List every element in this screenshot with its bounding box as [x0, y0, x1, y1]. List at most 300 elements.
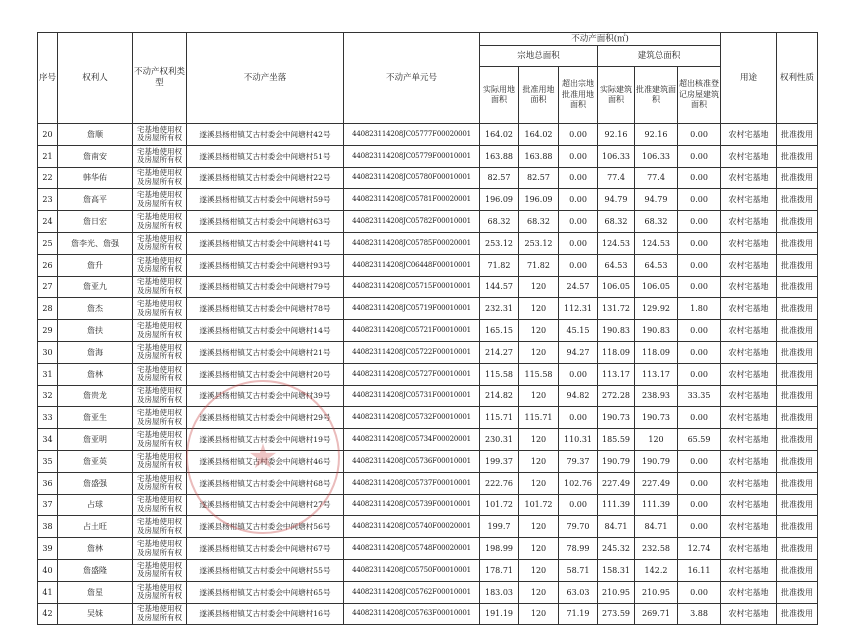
cell-right-type: 宅基地使用权及房屋所有权 — [133, 145, 187, 167]
cell-unit-no: 440823114208JC05722F00010001 — [344, 341, 480, 363]
cell-land-actual: 199.7 — [480, 516, 519, 538]
cell-building-actual: 190.79 — [598, 450, 635, 472]
table-row — [38, 298, 818, 320]
cell-building-approved: 190.73 — [635, 407, 678, 429]
cell-seq: 32 — [38, 385, 58, 407]
cell-land-actual: 165.15 — [480, 320, 519, 342]
cell-land-actual: 222.76 — [480, 472, 519, 494]
header-land-approved: 批准用地面积 — [519, 67, 559, 124]
table-row — [38, 320, 818, 342]
cell-seq: 35 — [38, 450, 58, 472]
cell-location: 遂溪县杨柑镇艾古村委会中间塘村67号 — [187, 538, 344, 560]
cell-location: 遂溪县杨柑镇艾古村委会中间塘村22号 — [187, 167, 344, 189]
cell-building-approved: 227.49 — [635, 472, 678, 494]
table-header — [38, 33, 818, 124]
cell-building-actual: 77.4 — [598, 167, 635, 189]
cell-building-approved: 84.71 — [635, 516, 678, 538]
cell-building-excess: 0.00 — [678, 124, 721, 146]
cell-building-actual: 106.05 — [598, 276, 635, 298]
cell-location: 遂溪县杨柑镇艾古村委会中间塘村39号 — [187, 385, 344, 407]
cell-building-approved: 124.53 — [635, 232, 678, 254]
cell-building-excess: 0.00 — [678, 450, 721, 472]
cell-right-type: 宅基地使用权及房屋所有权 — [133, 516, 187, 538]
cell-nature: 批准拨用 — [777, 516, 818, 538]
cell-location: 遂溪县杨柑镇艾古村委会中间塘村93号 — [187, 254, 344, 276]
cell-nature: 批准拨用 — [777, 494, 818, 516]
cell-land-actual: 196.09 — [480, 189, 519, 211]
cell-seq: 20 — [38, 124, 58, 146]
cell-location: 遂溪县杨柑镇艾古村委会中间塘村55号 — [187, 559, 344, 581]
cell-location: 遂溪县杨柑镇艾古村委会中间塘村65号 — [187, 581, 344, 603]
cell-location: 遂溪县杨柑镇艾古村委会中间塘村42号 — [187, 124, 344, 146]
cell-owner: 詹扶 — [58, 320, 133, 342]
cell-right-type: 宅基地使用权及房屋所有权 — [133, 363, 187, 385]
cell-seq: 33 — [38, 407, 58, 429]
cell-unit-no: 440823114208JC05750F00010001 — [344, 559, 480, 581]
cell-building-actual: 190.73 — [598, 407, 635, 429]
cell-nature: 批准拨用 — [777, 341, 818, 363]
cell-land-excess: 24.57 — [559, 276, 598, 298]
cell-building-excess: 3.88 — [678, 603, 721, 625]
cell-land-approved: 82.57 — [519, 167, 559, 189]
cell-land-actual: 82.57 — [480, 167, 519, 189]
cell-usage: 农村宅基地 — [721, 363, 777, 385]
cell-location: 遂溪县杨柑镇艾古村委会中间塘村14号 — [187, 320, 344, 342]
header-land-excess: 超出宗地批准用地面积 — [559, 67, 598, 124]
cell-land-actual: 115.71 — [480, 407, 519, 429]
cell-location: 遂溪县杨柑镇艾古村委会中间塘村59号 — [187, 189, 344, 211]
header-area-group: 不动产面积(㎡) — [480, 33, 721, 46]
cell-building-actual: 124.53 — [598, 232, 635, 254]
cell-land-approved: 115.58 — [519, 363, 559, 385]
cell-building-approved: 190.79 — [635, 450, 678, 472]
cell-building-approved: 106.05 — [635, 276, 678, 298]
table-row — [38, 254, 818, 276]
table-row — [38, 407, 818, 429]
table-row — [38, 538, 818, 560]
header-nature: 权利性质 — [777, 33, 818, 124]
table-row — [38, 124, 818, 146]
cell-unit-no: 440823114208JC05736F00010001 — [344, 450, 480, 472]
cell-owner: 詹顺 — [58, 124, 133, 146]
cell-owner: 吴妹 — [58, 603, 133, 625]
cell-building-actual: 84.71 — [598, 516, 635, 538]
cell-building-actual: 185.59 — [598, 429, 635, 451]
cell-land-actual: 253.12 — [480, 232, 519, 254]
cell-location: 遂溪县杨柑镇艾古村委会中间塘村51号 — [187, 145, 344, 167]
cell-building-excess: 65.59 — [678, 429, 721, 451]
cell-right-type: 宅基地使用权及房屋所有权 — [133, 320, 187, 342]
cell-building-approved: 64.53 — [635, 254, 678, 276]
cell-nature: 批准拨用 — [777, 189, 818, 211]
cell-right-type: 宅基地使用权及房屋所有权 — [133, 189, 187, 211]
cell-usage: 农村宅基地 — [721, 472, 777, 494]
cell-building-excess: 33.35 — [678, 385, 721, 407]
cell-building-excess: 1.80 — [678, 298, 721, 320]
cell-usage: 农村宅基地 — [721, 603, 777, 625]
cell-owner: 詹林 — [58, 538, 133, 560]
cell-land-approved: 120 — [519, 581, 559, 603]
cell-building-approved: 94.79 — [635, 189, 678, 211]
cell-usage: 农村宅基地 — [721, 559, 777, 581]
cell-building-actual: 210.95 — [598, 581, 635, 603]
cell-usage: 农村宅基地 — [721, 341, 777, 363]
register-sheet — [37, 32, 817, 625]
cell-land-actual: 198.99 — [480, 538, 519, 560]
table-row — [38, 429, 818, 451]
cell-land-excess: 58.71 — [559, 559, 598, 581]
cell-location: 遂溪县杨柑镇艾古村委会中间塘村68号 — [187, 472, 344, 494]
cell-land-approved: 253.12 — [519, 232, 559, 254]
cell-unit-no: 440823114208JC05763F00010001 — [344, 603, 480, 625]
table-row — [38, 211, 818, 233]
cell-unit-no: 440823114208JC05727F00010001 — [344, 363, 480, 385]
cell-building-actual: 94.79 — [598, 189, 635, 211]
cell-land-actual: 232.31 — [480, 298, 519, 320]
cell-land-excess: 78.99 — [559, 538, 598, 560]
cell-right-type: 宅基地使用权及房屋所有权 — [133, 211, 187, 233]
cell-land-excess: 0.00 — [559, 254, 598, 276]
cell-land-approved: 120 — [519, 276, 559, 298]
table-row — [38, 559, 818, 581]
cell-unit-no: 440823114208JC05748F00020001 — [344, 538, 480, 560]
cell-owner: 詹亚九 — [58, 276, 133, 298]
cell-location: 遂溪县杨柑镇艾古村委会中间塘村79号 — [187, 276, 344, 298]
cell-building-actual: 131.72 — [598, 298, 635, 320]
cell-owner: 詹亚明 — [58, 429, 133, 451]
cell-nature: 批准拨用 — [777, 254, 818, 276]
cell-unit-no: 440823114208JC05737F00010001 — [344, 472, 480, 494]
cell-usage: 农村宅基地 — [721, 450, 777, 472]
cell-seq: 40 — [38, 559, 58, 581]
cell-usage: 农村宅基地 — [721, 276, 777, 298]
cell-building-approved: 142.2 — [635, 559, 678, 581]
header-building-excess: 超出核准登记房屋建筑面积 — [678, 67, 721, 124]
cell-building-excess: 0.00 — [678, 145, 721, 167]
cell-unit-no: 440823114208JC05731F00010001 — [344, 385, 480, 407]
cell-land-approved: 120 — [519, 320, 559, 342]
cell-land-approved: 115.71 — [519, 407, 559, 429]
cell-land-approved: 163.88 — [519, 145, 559, 167]
table-row — [38, 516, 818, 538]
cell-building-approved: 111.39 — [635, 494, 678, 516]
cell-land-excess: 0.00 — [559, 494, 598, 516]
cell-right-type: 宅基地使用权及房屋所有权 — [133, 559, 187, 581]
cell-nature: 批准拨用 — [777, 124, 818, 146]
cell-building-actual: 118.09 — [598, 341, 635, 363]
cell-seq: 41 — [38, 581, 58, 603]
cell-building-actual: 245.32 — [598, 538, 635, 560]
table-row — [38, 276, 818, 298]
table-row — [38, 472, 818, 494]
cell-building-excess: 0.00 — [678, 516, 721, 538]
cell-building-approved: 113.17 — [635, 363, 678, 385]
cell-location: 遂溪县杨柑镇艾古村委会中间塘村46号 — [187, 450, 344, 472]
cell-usage: 农村宅基地 — [721, 145, 777, 167]
cell-land-actual: 230.31 — [480, 429, 519, 451]
cell-nature: 批准拨用 — [777, 276, 818, 298]
cell-land-excess: 94.82 — [559, 385, 598, 407]
table-row — [38, 145, 818, 167]
cell-unit-no: 440823114208JC05734F00020001 — [344, 429, 480, 451]
table-row — [38, 189, 818, 211]
cell-location: 遂溪县杨柑镇艾古村委会中间塘村63号 — [187, 211, 344, 233]
cell-building-excess: 0.00 — [678, 581, 721, 603]
cell-owner: 詹高平 — [58, 189, 133, 211]
cell-building-actual: 68.32 — [598, 211, 635, 233]
cell-land-approved: 71.82 — [519, 254, 559, 276]
cell-building-actual: 227.49 — [598, 472, 635, 494]
cell-building-excess: 0.00 — [678, 189, 721, 211]
cell-seq: 29 — [38, 320, 58, 342]
cell-land-actual: 163.88 — [480, 145, 519, 167]
cell-nature: 批准拨用 — [777, 407, 818, 429]
cell-nature: 批准拨用 — [777, 538, 818, 560]
cell-building-excess: 0.00 — [678, 494, 721, 516]
header-building-actual: 实际建筑面积 — [598, 67, 635, 124]
cell-usage: 农村宅基地 — [721, 538, 777, 560]
cell-nature: 批准拨用 — [777, 385, 818, 407]
cell-nature: 批准拨用 — [777, 363, 818, 385]
cell-nature: 批准拨用 — [777, 581, 818, 603]
cell-land-actual: 164.02 — [480, 124, 519, 146]
cell-seq: 27 — [38, 276, 58, 298]
cell-usage: 农村宅基地 — [721, 189, 777, 211]
cell-land-excess: 0.00 — [559, 232, 598, 254]
table-body — [38, 124, 818, 625]
cell-land-actual: 71.82 — [480, 254, 519, 276]
cell-unit-no: 440823114208JC05715F00010001 — [344, 276, 480, 298]
header-building-approved: 批准建筑面积 — [635, 67, 678, 124]
table-row — [38, 603, 818, 625]
cell-nature: 批准拨用 — [777, 298, 818, 320]
cell-building-excess: 0.00 — [678, 407, 721, 429]
cell-building-approved: 269.71 — [635, 603, 678, 625]
cell-location: 遂溪县杨柑镇艾古村委会中间塘村29号 — [187, 407, 344, 429]
cell-nature: 批准拨用 — [777, 320, 818, 342]
cell-land-approved: 120 — [519, 429, 559, 451]
cell-building-actual: 113.17 — [598, 363, 635, 385]
table-row — [38, 450, 818, 472]
cell-owner: 詹南安 — [58, 145, 133, 167]
cell-land-actual: 115.58 — [480, 363, 519, 385]
cell-land-actual: 101.72 — [480, 494, 519, 516]
cell-building-approved: 210.95 — [635, 581, 678, 603]
cell-building-approved: 190.83 — [635, 320, 678, 342]
cell-usage: 农村宅基地 — [721, 385, 777, 407]
cell-owner: 詹杰 — [58, 298, 133, 320]
cell-building-excess: 16.11 — [678, 559, 721, 581]
cell-owner: 詹盛强 — [58, 472, 133, 494]
cell-right-type: 宅基地使用权及房屋所有权 — [133, 450, 187, 472]
cell-land-approved: 120 — [519, 516, 559, 538]
cell-right-type: 宅基地使用权及房屋所有权 — [133, 167, 187, 189]
cell-land-excess: 102.76 — [559, 472, 598, 494]
cell-usage: 农村宅基地 — [721, 320, 777, 342]
cell-seq: 23 — [38, 189, 58, 211]
cell-unit-no: 440823114208JC05739F00010001 — [344, 494, 480, 516]
cell-seq: 34 — [38, 429, 58, 451]
cell-building-excess: 0.00 — [678, 472, 721, 494]
cell-right-type: 宅基地使用权及房屋所有权 — [133, 276, 187, 298]
cell-seq: 24 — [38, 211, 58, 233]
cell-building-approved: 77.4 — [635, 167, 678, 189]
cell-unit-no: 440823114208JC05781F00020001 — [344, 189, 480, 211]
cell-land-actual: 144.57 — [480, 276, 519, 298]
cell-location: 遂溪县杨柑镇艾古村委会中间塘村21号 — [187, 341, 344, 363]
cell-owner: 詹亚生 — [58, 407, 133, 429]
cell-seq: 36 — [38, 472, 58, 494]
cell-owner: 詹李光、詹强 — [58, 232, 133, 254]
cell-nature: 批准拨用 — [777, 472, 818, 494]
cell-location: 遂溪县杨柑镇艾古村委会中间塘村16号 — [187, 603, 344, 625]
cell-building-approved: 92.16 — [635, 124, 678, 146]
cell-building-excess: 0.00 — [678, 320, 721, 342]
cell-building-actual: 106.33 — [598, 145, 635, 167]
cell-seq: 42 — [38, 603, 58, 625]
cell-land-approved: 120 — [519, 559, 559, 581]
cell-right-type: 宅基地使用权及房屋所有权 — [133, 254, 187, 276]
cell-right-type: 宅基地使用权及房屋所有权 — [133, 429, 187, 451]
cell-land-actual: 214.27 — [480, 341, 519, 363]
property-register-table — [37, 32, 818, 625]
cell-owner: 詹亚英 — [58, 450, 133, 472]
cell-unit-no: 440823114208JC05779F00010001 — [344, 145, 480, 167]
cell-usage: 农村宅基地 — [721, 407, 777, 429]
header-land-group: 宗地总面积 — [480, 46, 598, 67]
cell-building-excess: 0.00 — [678, 341, 721, 363]
cell-owner: 詹星 — [58, 581, 133, 603]
cell-owner: 詹升 — [58, 254, 133, 276]
cell-seq: 30 — [38, 341, 58, 363]
cell-building-actual: 111.39 — [598, 494, 635, 516]
cell-land-approved: 120 — [519, 341, 559, 363]
cell-land-approved: 120 — [519, 538, 559, 560]
cell-usage: 农村宅基地 — [721, 581, 777, 603]
cell-seq: 39 — [38, 538, 58, 560]
cell-location: 遂溪县杨柑镇艾古村委会中间塘村19号 — [187, 429, 344, 451]
cell-land-excess: 112.31 — [559, 298, 598, 320]
header-location: 不动产坐落 — [187, 33, 344, 124]
cell-owner: 詹盛隆 — [58, 559, 133, 581]
cell-seq: 22 — [38, 167, 58, 189]
cell-building-actual: 272.28 — [598, 385, 635, 407]
cell-unit-no: 440823114208JC05721F00010001 — [344, 320, 480, 342]
cell-building-approved: 120 — [635, 429, 678, 451]
cell-unit-no: 440823114208JC05740F00020001 — [344, 516, 480, 538]
cell-unit-no: 440823114208JC05719F00010001 — [344, 298, 480, 320]
cell-owner: 詹贵龙 — [58, 385, 133, 407]
header-owner: 权利人 — [58, 33, 133, 124]
cell-right-type: 宅基地使用权及房屋所有权 — [133, 581, 187, 603]
cell-land-excess: 45.15 — [559, 320, 598, 342]
cell-land-actual: 191.19 — [480, 603, 519, 625]
table-row — [38, 341, 818, 363]
cell-building-actual: 92.16 — [598, 124, 635, 146]
cell-land-excess: 0.00 — [559, 211, 598, 233]
cell-owner: 詹林 — [58, 363, 133, 385]
cell-land-excess: 79.37 — [559, 450, 598, 472]
cell-building-excess: 0.00 — [678, 254, 721, 276]
cell-nature: 批准拨用 — [777, 429, 818, 451]
seal-star-icon: ★ — [247, 437, 279, 477]
table-row — [38, 167, 818, 189]
cell-land-approved: 120 — [519, 385, 559, 407]
cell-building-excess: 0.00 — [678, 232, 721, 254]
cell-land-actual: 183.03 — [480, 581, 519, 603]
cell-right-type: 宅基地使用权及房屋所有权 — [133, 341, 187, 363]
cell-land-approved: 120 — [519, 450, 559, 472]
cell-land-excess: 94.27 — [559, 341, 598, 363]
cell-right-type: 宅基地使用权及房屋所有权 — [133, 472, 187, 494]
cell-land-excess: 0.00 — [559, 145, 598, 167]
cell-nature: 批准拨用 — [777, 559, 818, 581]
table-row — [38, 363, 818, 385]
cell-unit-no: 440823114208JC06448F00010001 — [344, 254, 480, 276]
cell-usage: 农村宅基地 — [721, 516, 777, 538]
cell-land-excess: 0.00 — [559, 124, 598, 146]
cell-location: 遂溪县杨柑镇艾古村委会中间塘村41号 — [187, 232, 344, 254]
cell-land-actual: 178.71 — [480, 559, 519, 581]
cell-building-actual: 273.59 — [598, 603, 635, 625]
cell-building-approved: 106.33 — [635, 145, 678, 167]
cell-building-actual: 190.83 — [598, 320, 635, 342]
cell-seq: 31 — [38, 363, 58, 385]
cell-usage: 农村宅基地 — [721, 429, 777, 451]
cell-owner: 詹海 — [58, 341, 133, 363]
cell-land-excess: 0.00 — [559, 363, 598, 385]
cell-seq: 26 — [38, 254, 58, 276]
cell-usage: 农村宅基地 — [721, 167, 777, 189]
cell-right-type: 宅基地使用权及房屋所有权 — [133, 124, 187, 146]
table-row — [38, 232, 818, 254]
cell-land-excess: 63.03 — [559, 581, 598, 603]
cell-usage: 农村宅基地 — [721, 254, 777, 276]
cell-nature: 批准拨用 — [777, 603, 818, 625]
cell-owner: 占球 — [58, 494, 133, 516]
cell-usage: 农村宅基地 — [721, 298, 777, 320]
cell-building-actual: 158.31 — [598, 559, 635, 581]
cell-nature: 批准拨用 — [777, 167, 818, 189]
cell-land-excess: 71.19 — [559, 603, 598, 625]
cell-unit-no: 440823114208JC05762F00010001 — [344, 581, 480, 603]
cell-land-approved: 101.72 — [519, 494, 559, 516]
cell-land-approved: 68.32 — [519, 211, 559, 233]
header-building-group: 建筑总面积 — [598, 46, 721, 67]
cell-right-type: 宅基地使用权及房屋所有权 — [133, 494, 187, 516]
cell-land-actual: 214.82 — [480, 385, 519, 407]
cell-building-excess: 0.00 — [678, 211, 721, 233]
cell-right-type: 宅基地使用权及房屋所有权 — [133, 298, 187, 320]
cell-right-type: 宅基地使用权及房屋所有权 — [133, 538, 187, 560]
cell-owner: 韩华佑 — [58, 167, 133, 189]
cell-building-approved: 118.09 — [635, 341, 678, 363]
cell-building-excess: 12.74 — [678, 538, 721, 560]
header-land-actual: 实际用地面积 — [480, 67, 519, 124]
cell-land-actual: 68.32 — [480, 211, 519, 233]
table-row — [38, 385, 818, 407]
cell-building-excess: 0.00 — [678, 167, 721, 189]
cell-usage: 农村宅基地 — [721, 211, 777, 233]
table-row — [38, 494, 818, 516]
cell-land-approved: 120 — [519, 298, 559, 320]
cell-location: 遂溪县杨柑镇艾古村委会中间塘村20号 — [187, 363, 344, 385]
header-usage: 用途 — [721, 33, 777, 124]
cell-building-approved: 232.58 — [635, 538, 678, 560]
cell-unit-no: 440823114208JC05732F00010001 — [344, 407, 480, 429]
header-seq: 序号 — [38, 33, 58, 124]
cell-land-excess: 0.00 — [559, 407, 598, 429]
